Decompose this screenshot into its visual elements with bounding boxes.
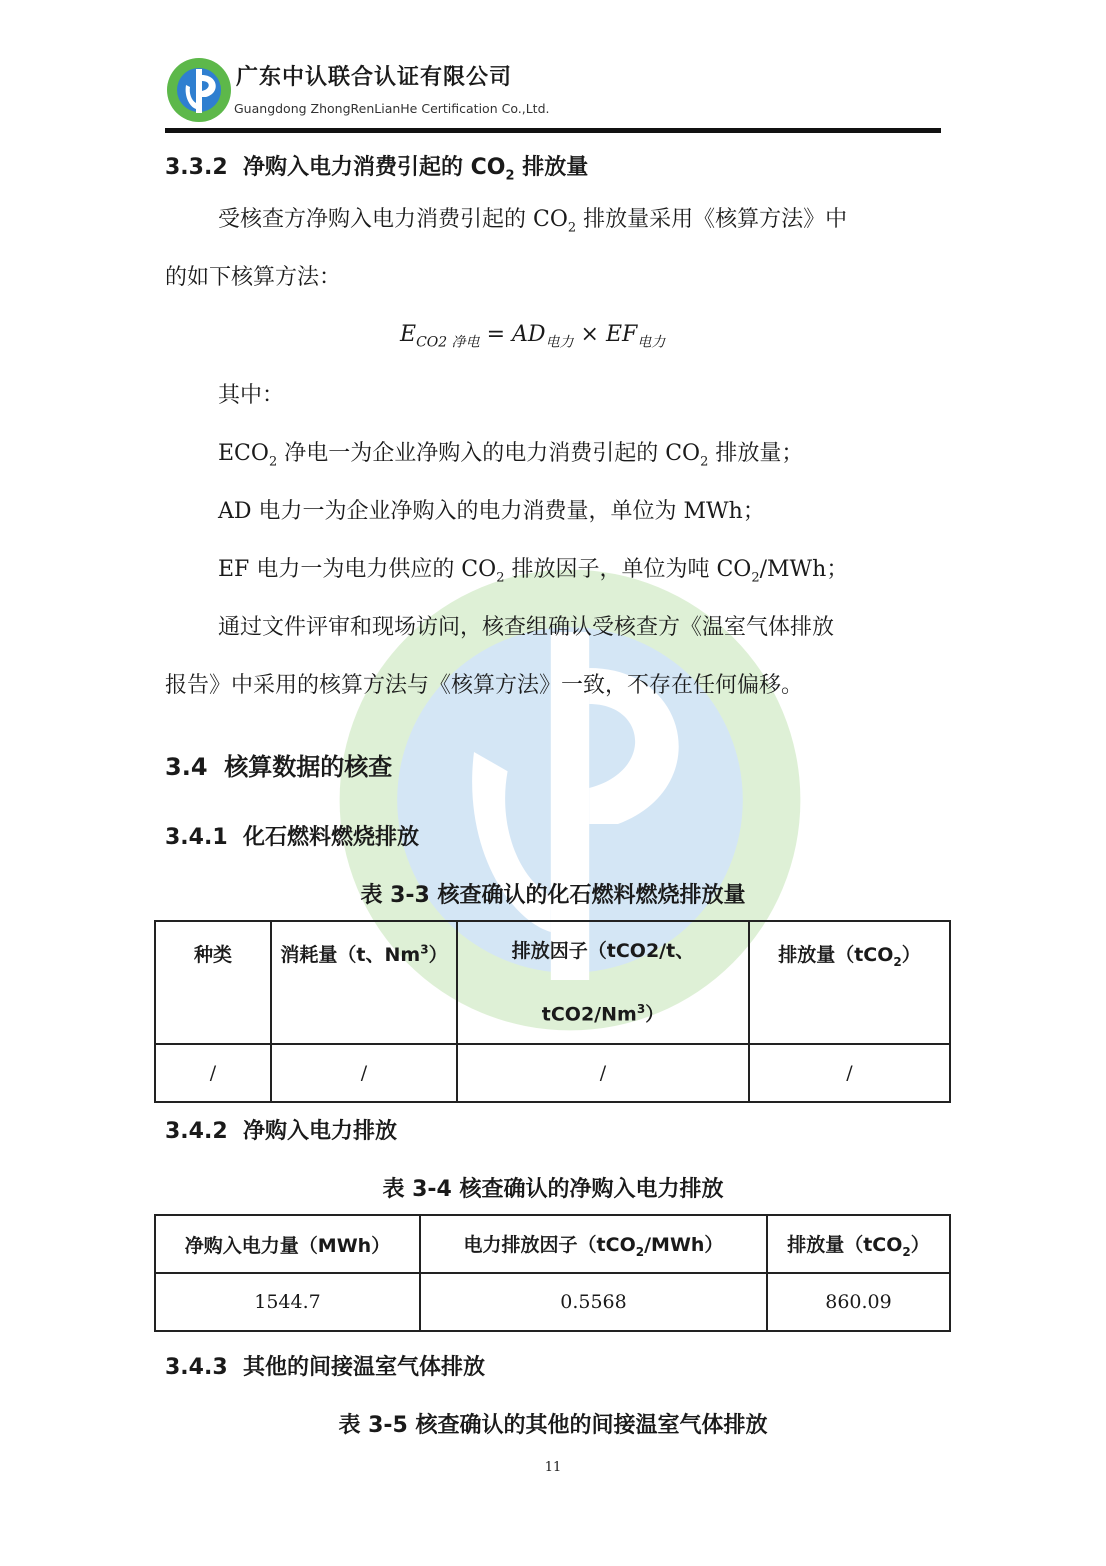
table-header-row xyxy=(155,1215,950,1273)
table-row xyxy=(155,1273,950,1331)
heading-3-3-2: 3.3.2 净购入电力消费引起的 $CO_2$ 排放量 xyxy=(165,155,589,184)
definition-eco2: $ECO_2$ 净电一为企业净购入的电力消费引起的 $CO_2$ 排放量； xyxy=(218,441,804,470)
header-rule xyxy=(165,128,941,133)
table-3-4 xyxy=(154,1214,951,1332)
heading-3-4-3: 3.4.3 其他的间接温室气体排放 xyxy=(165,1355,485,1380)
cell-consumption: / xyxy=(271,1044,457,1102)
header-emission: 排放量（tCO$_2$） xyxy=(767,1215,950,1273)
cell-emission: / xyxy=(749,1044,950,1102)
definition-ad: AD 电力一为企业净购入的电力消费量，单位为 MWh； xyxy=(218,499,765,524)
paragraph-method-cont: 的如下核算方法： xyxy=(165,265,342,290)
table-3-3-caption: 表 3-3 核查确认的化石燃料燃烧排放量 xyxy=(360,883,746,908)
cell-amount: 1544.7 xyxy=(155,1273,420,1331)
table-header-row xyxy=(155,921,950,1044)
header-factor: 电力排放因子（tCO$_2$/MWh） xyxy=(420,1215,767,1273)
header-factor: 排放因子（tCO2/t、 tCO2/Nm$^3$） xyxy=(457,921,749,1044)
paragraph-method: 受核查方净购入电力消费引起的 $CO_2$ 排放量采用《核算方法》中 xyxy=(218,207,848,236)
header-amount: 净购入电力量（MWh） xyxy=(155,1215,420,1273)
header-emission: 排放量（tCO$_2$） xyxy=(749,921,950,1044)
cell-kind: / xyxy=(155,1044,271,1102)
company-logo-icon xyxy=(166,57,232,123)
table-row xyxy=(155,1044,950,1102)
cell-emission: 860.09 xyxy=(767,1273,950,1331)
company-name-cn: 广东中认联合认证有限公司 xyxy=(236,65,513,90)
page-number: 11 xyxy=(544,1460,562,1475)
heading-3-4: 3.4 核算数据的核查 xyxy=(165,753,393,781)
company-name-en: Guangdong ZhongRenLianHe Certification Co.,Ltd. xyxy=(234,101,550,116)
where-label: 其中： xyxy=(218,383,285,408)
formula: $E_{CO2 净电} = AD_{电力} \times EF_{电力}$ xyxy=(400,322,666,351)
table-3-4-caption: 表 3-4 核查确认的净购入电力排放 xyxy=(382,1177,724,1202)
cell-factor: / xyxy=(457,1044,749,1102)
heading-3-4-1: 3.4.1 化石燃料燃烧排放 xyxy=(165,825,419,850)
conclusion-line-1: 通过文件评审和现场访问，核查组确认受核查方《温室气体排放 xyxy=(218,615,835,640)
table-3-5-caption: 表 3-5 核查确认的其他的间接温室气体排放 xyxy=(338,1413,768,1438)
header-consumption: 消耗量（t、Nm$^3$） xyxy=(271,921,457,1044)
definition-ef: EF 电力一为电力供应的 $CO_2$ 排放因子，单位为吨 $CO_2$/MWh； xyxy=(218,557,849,586)
conclusion-line-2: 报告》中采用的核算方法与《核算方法》一致，不存在任何偏移。 xyxy=(165,673,804,698)
heading-3-4-2: 3.4.2 净购入电力排放 xyxy=(165,1119,397,1144)
header-kind: 种类 xyxy=(155,921,271,1044)
cell-factor: 0.5568 xyxy=(420,1273,767,1331)
table-3-3 xyxy=(154,920,951,1103)
